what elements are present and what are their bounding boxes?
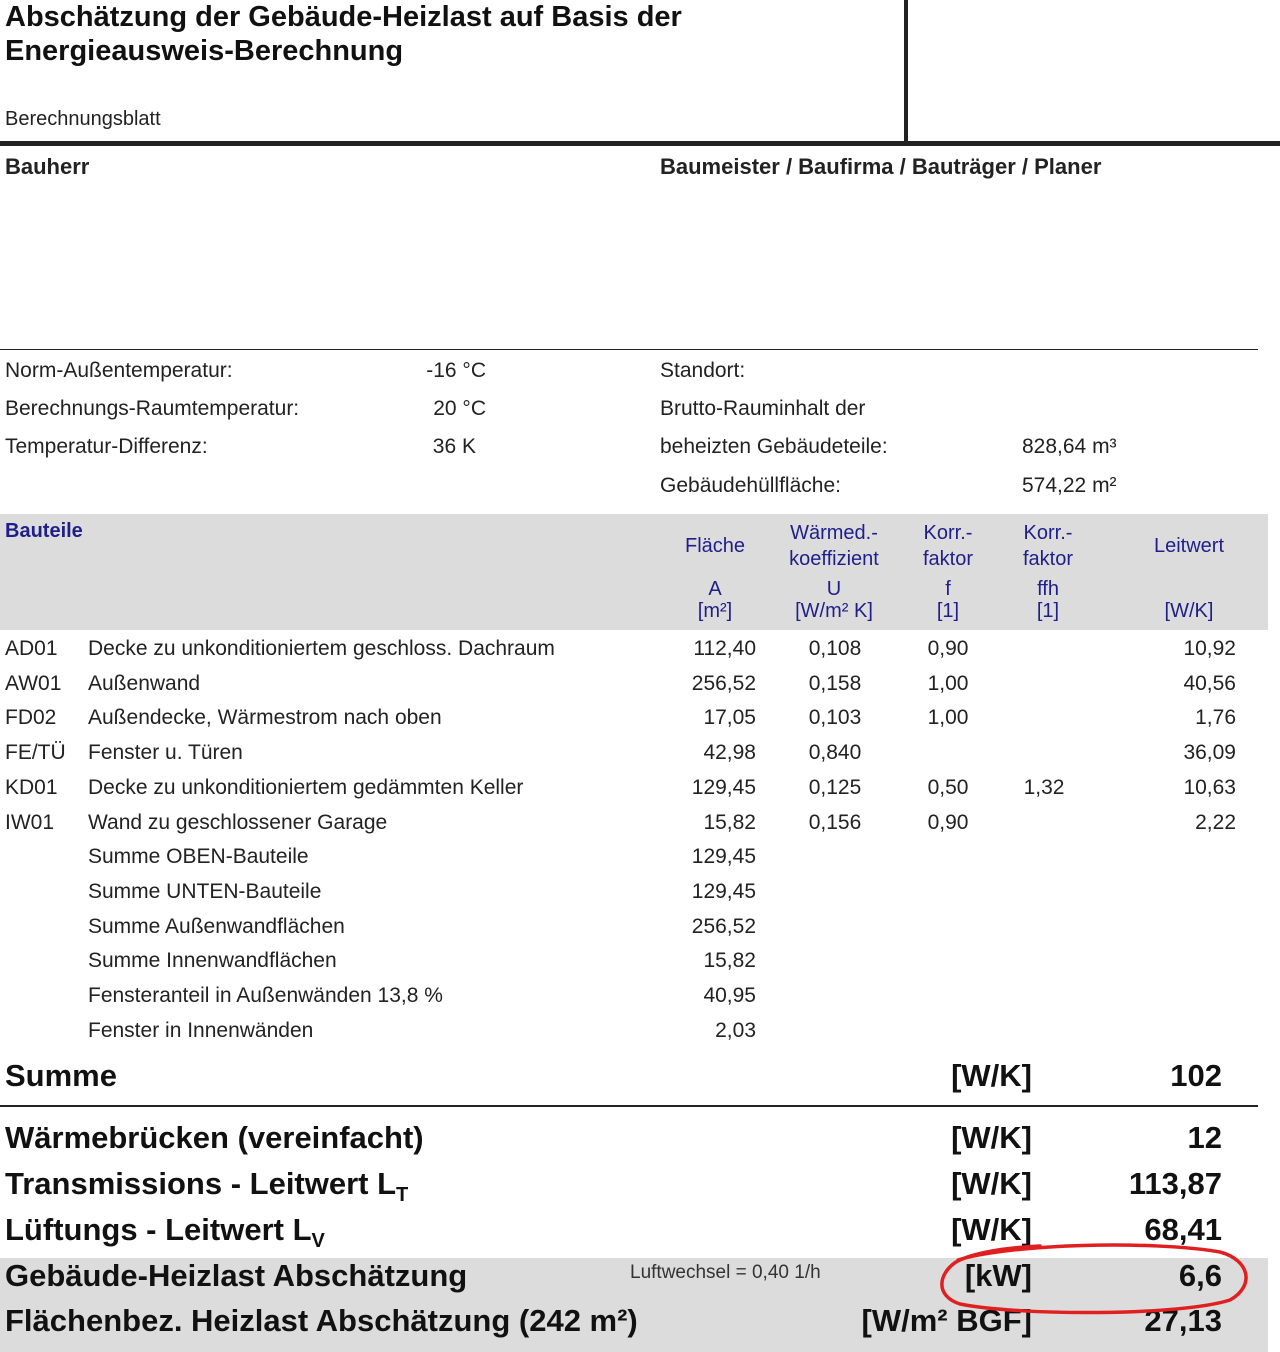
row-code: IW01 [5,810,55,834]
temp-diff-label: Temperatur-Differenz: [5,435,208,458]
col-flaeche-title: Fläche [684,535,746,557]
row-name: Außendecke, Wärmestrom nach oben [88,706,442,730]
row-code: FE/TÜ [5,741,66,765]
row-name: Fenster u. Türen [88,741,243,765]
row-ffh-factor: 1,32 [1023,775,1065,799]
col-leitwert-unit: [W/K] [1164,600,1214,622]
row-area: 42,98 [703,741,756,765]
brutto-value: 828,64 m³ [1022,435,1117,458]
lueftung-label [5,1212,325,1253]
waermebruecken-label: Wärmebrücken (vereinfacht) [5,1120,424,1155]
row-area: 112,40 [693,637,756,660]
summe-value: 102 [1170,1058,1222,1093]
row-name: Summe UNTEN-Bauteile [88,879,322,903]
row-name: Fensteranteil in Außenwänden 13,8 % [88,984,443,1007]
transmission-subscript: T [396,1184,409,1206]
heizlast-value: 6,6 [1178,1258,1222,1293]
row-name: Fenster in Innenwänden [88,1018,314,1042]
row-code: KD01 [5,775,58,799]
huellflaeche-label: Gebäudehüllfläche: [660,474,841,497]
summe-rule [0,1105,1258,1107]
waermebruecken-value: 12 [1187,1120,1222,1155]
flaechen-heizlast-unit: [W/m² BGF] [861,1303,1032,1338]
row-code: AD01 [5,637,58,660]
col-f-line1: Korr.- [923,522,973,544]
luftwechsel-note: Luftwechsel = 0,40 1/h [630,1262,821,1283]
col-flaeche-unit: [m²] [697,600,733,622]
huellflaeche-value: 574,22 m² [1022,474,1117,497]
row-name: Summe OBEN-Bauteile [88,845,309,869]
heizlast-label: Gebäude-Heizlast Abschätzung [5,1258,468,1293]
col-u-unit: [W/m² K] [795,600,873,622]
row-code: AW01 [5,671,62,695]
row-f-factor: 0,90 [927,637,969,660]
header-bottom-rule [0,141,1280,146]
red-circle-annotation [930,1238,1260,1318]
standort-label: Standort: [660,359,746,382]
row-area: 40,95 [703,984,756,1007]
transmission-label-text: Transmissions - Leitwert L [5,1166,397,1201]
col-f-unit: [1] [936,600,960,622]
lueftung-value: 68,41 [1144,1212,1222,1247]
bauherr-label: Bauherr [5,154,90,179]
room-temp-value: 20 °C [433,397,486,420]
norm-temp-label: Norm-Außentemperatur: [5,359,233,382]
row-area: 129,45 [691,879,756,903]
heizlast-unit: [kW] [964,1258,1032,1293]
row-u-value: 0,156 [808,810,862,834]
brutto-label-1: Brutto-Rauminhalt der [660,397,866,420]
parties-bottom-rule [0,349,1258,350]
row-area: 17,05 [703,706,756,730]
row-name: Decke zu unkonditioniertem gedämmten Keller [88,775,524,799]
row-f-factor: 0,90 [927,810,969,834]
header-vertical-divider [904,0,908,142]
row-leitwert: 10,92 [1183,637,1236,660]
brutto-label-2: beheizten Gebäudeteile: [660,435,888,458]
row-name: Außenwand [88,671,201,695]
col-ffh-line2: faktor [1022,548,1074,570]
row-leitwert: 10,63 [1183,775,1236,799]
bauteile-header: Bauteile [5,520,83,542]
row-area: 256,52 [691,671,756,695]
col-flaeche-sym: A [708,578,722,600]
transmission-value: 113,87 [1128,1166,1222,1201]
row-u-value: 0,103 [808,706,862,730]
row-leitwert: 36,09 [1183,741,1236,765]
flaechen-heizlast-label: Flächenbez. Heizlast Abschätzung (242 m²) [5,1303,638,1338]
title-line-2: Energieausweis-Berechnung [5,35,404,67]
row-name: Summe Innenwandflächen [88,949,337,973]
lueftung-label-text: Lüftungs - Leitwert L [5,1212,312,1247]
sheet-subtitle: Berechnungsblatt [5,108,161,130]
lueftung-subscript: V [311,1230,325,1252]
transmission-unit: [W/K] [951,1166,1032,1201]
row-leitwert: 40,56 [1183,671,1236,695]
lueftung-unit: [W/K] [951,1212,1032,1247]
col-u-line1: Wärmed.- [790,522,878,544]
row-area: 129,45 [691,775,756,799]
transmission-label [5,1166,408,1207]
summe-label: Summe [5,1058,117,1093]
row-f-factor: 0,50 [927,775,969,799]
row-code: FD02 [5,706,57,730]
col-ffh-unit: [1] [1036,600,1060,622]
col-flaeche [666,535,764,557]
baumeister-label: Baumeister / Baufirma / Bauträger / Planer [660,154,1102,179]
col-ffh-line1: Korr.- [1023,522,1073,544]
row-area: 2,03 [715,1018,756,1042]
row-f-factor: 1,00 [927,706,969,730]
temp-diff-value: 36 K [432,435,476,458]
norm-temp-value: -16 °C [426,359,486,382]
row-area: 256,52 [691,914,756,938]
col-u-sym: U [826,578,842,600]
row-u-value: 0,158 [808,671,862,695]
row-f-factor: 1,00 [927,671,969,695]
row-area: 15,82 [703,949,756,973]
row-u-value: 0,125 [808,775,862,799]
col-ffh-sym: ffh [1037,578,1059,600]
waermebruecken-unit: [W/K] [951,1120,1032,1155]
flaechen-heizlast-value: 27,13 [1144,1303,1222,1338]
row-u-value: 0,840 [808,741,862,765]
room-temp-label: Berechnungs-Raumtemperatur: [5,397,300,420]
row-name: Wand zu geschlossener Garage [88,810,388,834]
col-u-line2: koeffizient [789,548,879,570]
summe-unit: [W/K] [951,1058,1032,1093]
title-line-1: Abschätzung der Gebäude-Heizlast auf Basis der [5,1,682,33]
row-name: Decke zu unkonditioniertem geschloss. Dachraum [88,637,555,660]
row-leitwert: 1,76 [1195,706,1236,730]
col-f-line2: faktor [922,548,974,570]
row-leitwert: 2,22 [1195,810,1236,834]
col-f-sym: f [945,578,951,600]
row-area: 129,45 [691,845,756,869]
row-area: 15,82 [703,810,756,834]
col-leitwert: Leitwert [1153,535,1225,557]
row-name: Summe Außenwandflächen [88,914,345,938]
row-u-value: 0,108 [808,637,862,660]
